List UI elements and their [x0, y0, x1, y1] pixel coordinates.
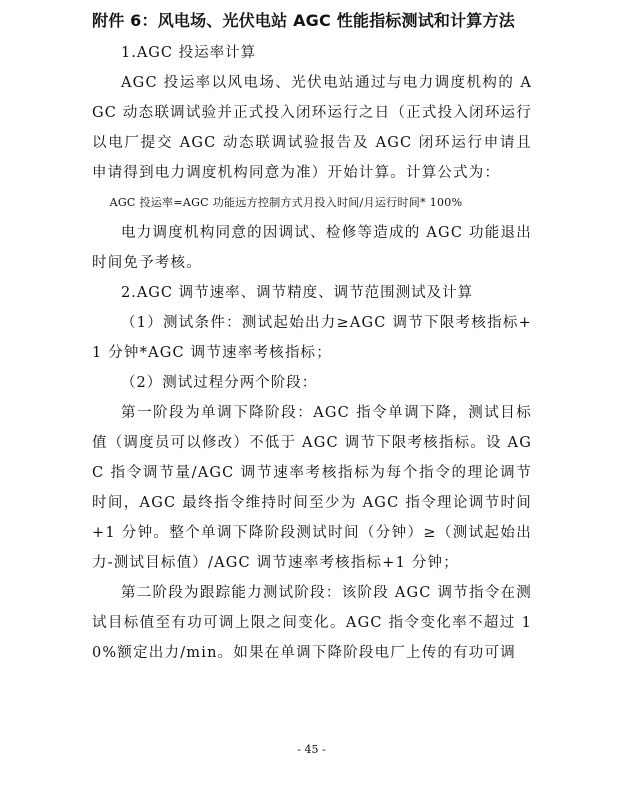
page-number: - 45 -: [297, 743, 326, 756]
section-heading-2: 2.AGC 调节速率、调节精度、调节范围测试及计算: [121, 285, 474, 301]
paragraph-test-process-heading: （2）测试过程分两个阶段：: [121, 375, 318, 391]
paragraph-stage-two: 第二阶段为跟踪能力测试阶段：该阶段 AGC 调节指令在测试目标值至有功可调上限之间变化。AGC 指令变化率不超过 10%额定出力/min。如果在单调下降阶段电厂上传的有功可调: [92, 585, 532, 661]
paragraph-stage-one: 第一阶段为单调下降阶段：AGC 指令单调下降，测试目标值（调度员可以修改）不低于 AGC 调节下限考核指标。设 AGC 指令调节量/AGC 调节速率考核指标为每个指令的理论调节时间，AGC 最终指令维持时间至少为 AGC 指令理论调节时间+1 分钟。整个单调下降阶段测试时间（分钟）≥（测试起始出力-测试目标值）/AGC 调节速率考核指标+1 分钟；: [92, 405, 532, 571]
paragraph-test-condition: （1）测试条件：测试起始出力≥AGC 调节下限考核指标+1 分钟*AGC 调节速率考核指标；: [92, 315, 532, 361]
formula-agc-rate: AGC 投运率=AGC 功能远方控制方式月投入时间/月运行时间* 100%: [109, 196, 463, 209]
document-title: 附件 6：风电场、光伏电站 AGC 性能指标测试和计算方法: [92, 11, 515, 30]
document-body: [92, 10, 532, 668]
section-heading-1: 1.AGC 投运率计算: [121, 45, 257, 61]
paragraph-agc-rate-definition: AGC 投运率以风电场、光伏电站通过与电力调度机构的 AGC 动态联调试验并正式投入闭环运行之日（正式投入闭环运行以电厂提交 AGC 动态联调试验报告及 AGC 闭环运行申请且申请得到电力调度机构同意为准）开始计算。计算公式为：: [92, 75, 532, 181]
paragraph-exemption: 电力调度机构同意的因调试、检修等造成的 AGC 功能退出时间免予考核。: [92, 225, 532, 271]
